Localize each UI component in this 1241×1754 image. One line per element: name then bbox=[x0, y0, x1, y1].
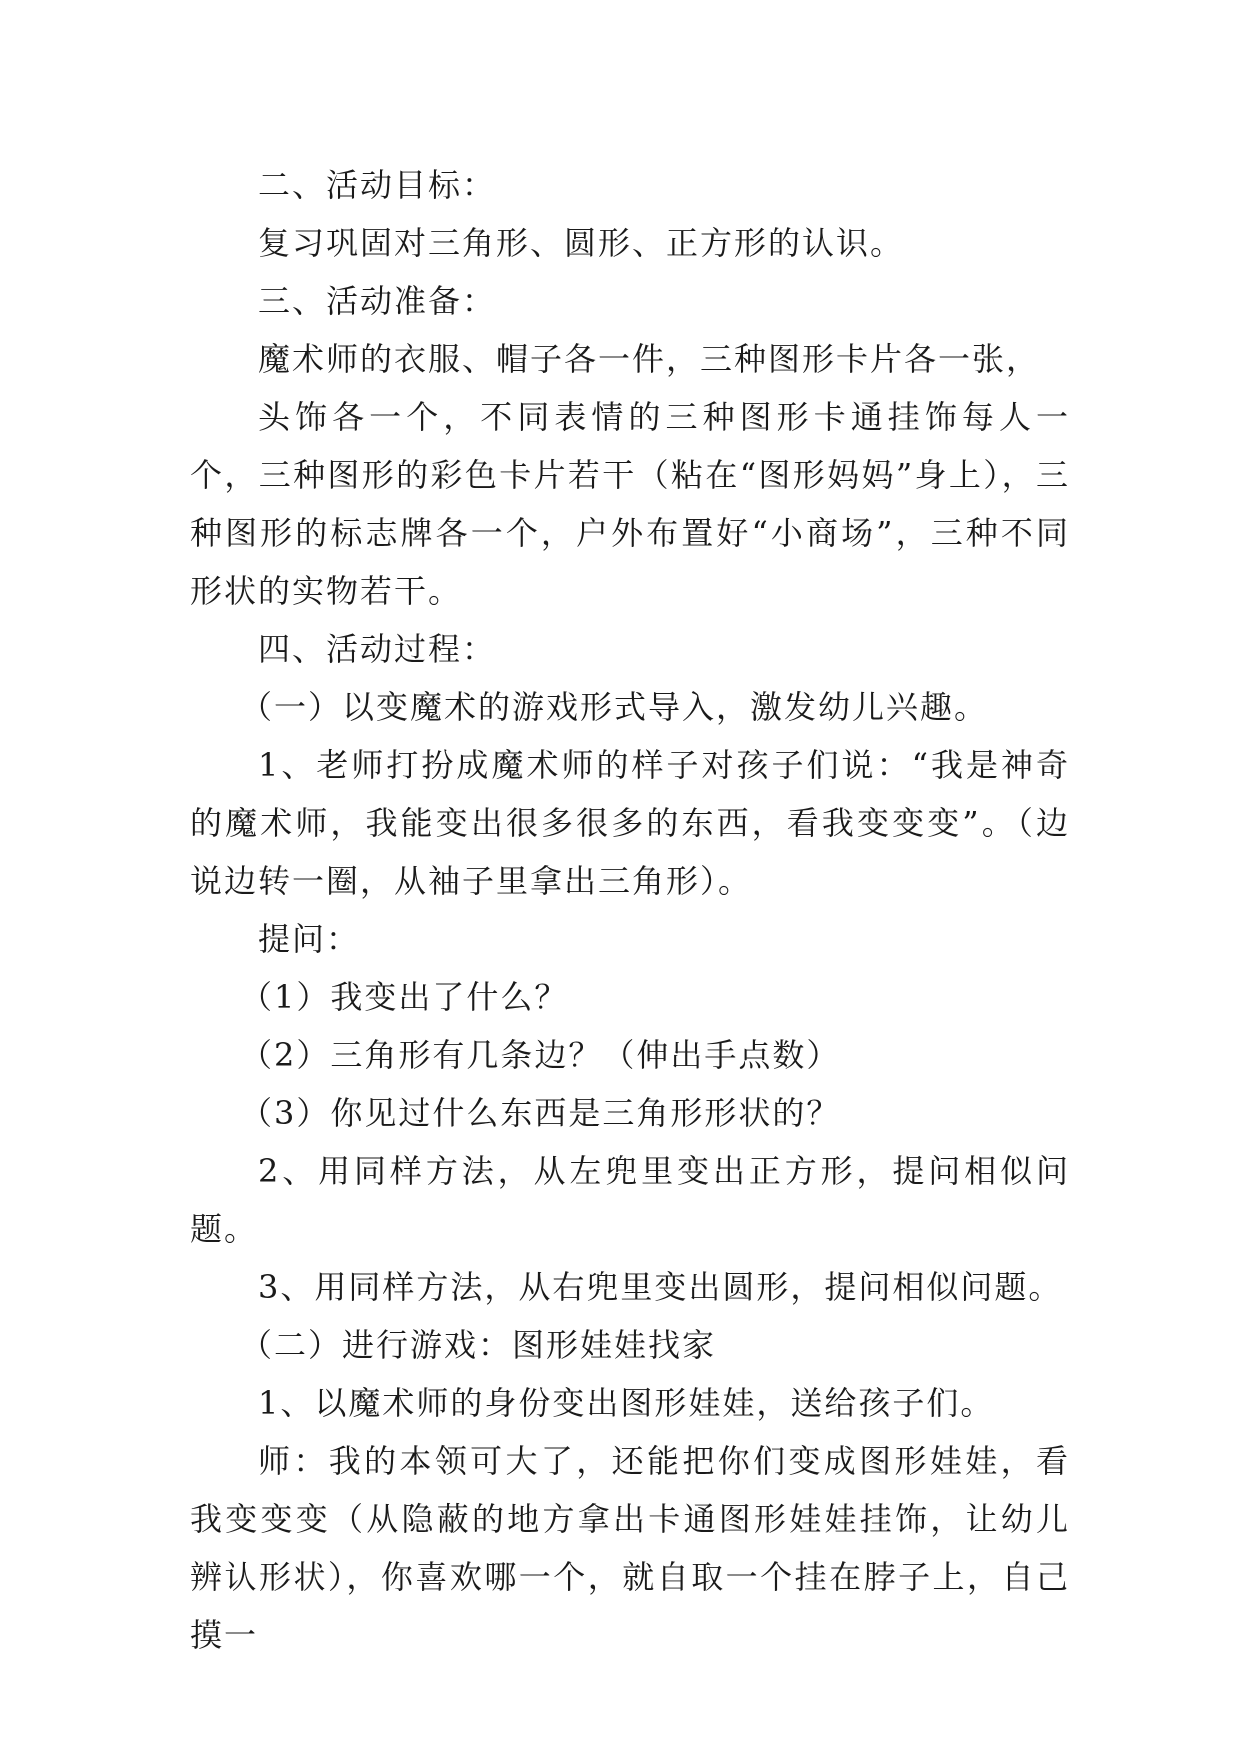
paragraph-game-step-1: 1、以魔术师的身份变出图形娃娃，送给孩子们。 bbox=[258, 1384, 995, 1422]
heading-activity-process: 四、活动过程： bbox=[258, 630, 497, 668]
paragraph-preparation-1: 魔术师的衣服、帽子各一件，三种图形卡片各一张， bbox=[258, 340, 1041, 378]
subheading-part-one: （一）以变魔术的游戏形式导入，激发幼儿兴趣。 bbox=[240, 688, 989, 726]
paragraph-step-2: 2、用同样方法，从左兜里变出正方形，提问相似问题。 bbox=[190, 1152, 1070, 1248]
paragraph-question-1: （1）我变出了什么？ bbox=[240, 978, 569, 1016]
subheading-part-two: （二）进行游戏：图形娃娃找家 bbox=[240, 1326, 717, 1364]
paragraph-preparation-2: 头饰各一个，不同表情的三种图形卡通挂饰每人一个，三种图形的彩色卡片若干（粘在“图形妈妈”身上），三种图形的标志牌各一个，户外布置好“小商场”，三种不同形状的实物若干。 bbox=[190, 398, 1070, 610]
heading-activity-preparation: 三、活动准备： bbox=[258, 282, 497, 320]
paragraph-question-2: （2）三角形有几条边？（伸出手点数） bbox=[240, 1036, 841, 1074]
paragraph-step-1: 1、老师打扮成魔术师的样子对孩子们说：“我是神奇的魔术师，我能变出很多很多的东西，看我变变变”。（边说边转一圈，从袖子里拿出三角形）。 bbox=[190, 746, 1070, 900]
paragraph-goal-text: 复习巩固对三角形、圆形、正方形的认识。 bbox=[258, 224, 905, 262]
paragraph-step-3: 3、用同样方法，从右兜里变出圆形，提问相似问题。 bbox=[258, 1268, 1063, 1306]
paragraph-question-3: （3）你见过什么东西是三角形形状的？ bbox=[240, 1094, 841, 1132]
paragraph-question-label: 提问： bbox=[258, 920, 361, 958]
heading-activity-goals: 二、活动目标： bbox=[258, 166, 497, 204]
document-body bbox=[190, 156, 1070, 1664]
paragraph-teacher-speech: 师：我的本领可大了，还能把你们变成图形娃娃，看我变变变（从隐蔽的地方拿出卡通图形娃娃挂饰，让幼儿辨认形状），你喜欢哪一个，就自取一个挂在脖子上，自己摸一 bbox=[190, 1442, 1070, 1654]
